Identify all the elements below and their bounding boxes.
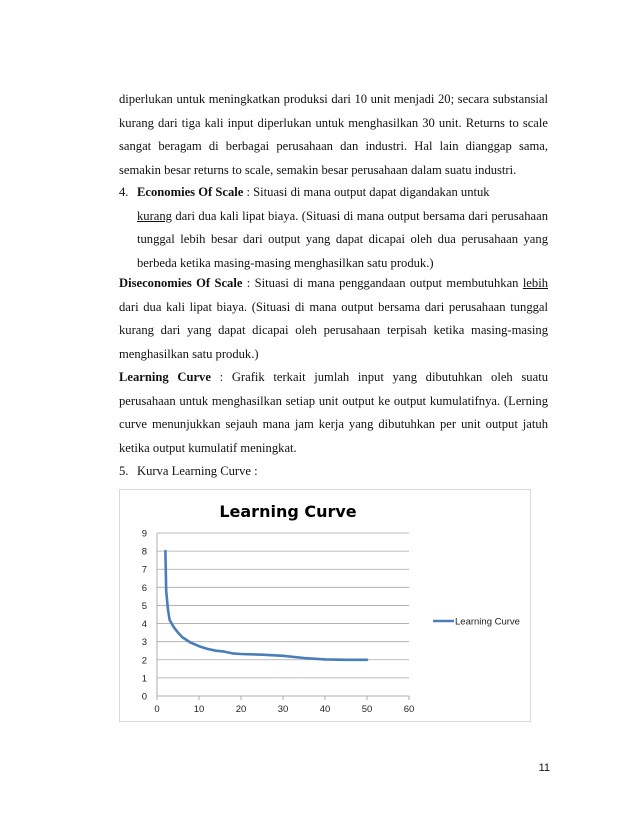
x-tick-label: 30: [277, 704, 289, 715]
learning-curve-desc: : Grafik terkait jumlah input yang dibutuhkan oleh suatu perusahaan untuk menghasilkan setiap unit output ke output kumulatifnya. (Lerning curve menunjukkan sejauh mana jam kerja yang dibutuhkan per unit output jatuh ketika output kumulatif meningkat.: [119, 370, 548, 455]
chart-title: Learning Curve: [219, 502, 357, 521]
list-item-kurva: [119, 460, 548, 484]
y-tick-label: 7: [141, 564, 147, 576]
kurva-label: Kurva Learning Curve :: [137, 464, 258, 478]
x-tick-label: 60: [403, 704, 415, 715]
y-tick-label: 9: [141, 528, 147, 540]
x-tick-label: 20: [235, 704, 247, 715]
economies-text-cont: [119, 205, 548, 276]
y-tick-label: 8: [141, 546, 147, 558]
y-tick-label: 2: [141, 655, 147, 667]
economies-text: [119, 181, 548, 205]
list-number: 5.: [119, 464, 129, 478]
term-economies-of-scale: Economies Of Scale: [137, 185, 244, 199]
learning-curve-chart: [119, 489, 531, 722]
y-tick-label: 5: [141, 600, 147, 612]
underlined-lebih: lebih: [522, 276, 548, 290]
x-tick-label: 50: [361, 704, 373, 715]
y-tick-label: 6: [141, 582, 147, 594]
y-tick-label: 0: [141, 691, 147, 703]
diseconomies-text: [119, 272, 548, 366]
term-diseconomies-of-scale: Diseconomies Of Scale: [119, 276, 243, 290]
paragraph-returns-to-scale: [119, 88, 548, 182]
paragraph-diseconomies: [119, 272, 548, 366]
x-tick-label: 10: [193, 704, 205, 715]
diseconomies-text-b: dari dua kali lipat biaya. (Situasi di mana output bersama dari perusahaan tunggal kurang dari yang dapat dicapai oleh perusahaan terpisah ketika masing-masing menghasilkan satu produk.): [119, 299, 548, 361]
economies-text-b: dari dua kali lipat biaya. (Situasi di mana output bersama dari perusahaan tunggal lebih besar dari output yang dapat dicapai oleh dua perusahaan yang berbeda ketika masing-masing menghasilkan satu produk.): [137, 208, 548, 270]
page-number: 11: [538, 762, 550, 774]
learning-curve-text: [119, 366, 548, 460]
legend-label: Learning Curve: [455, 616, 520, 628]
list-item-economies-of-scale: [119, 181, 548, 275]
y-tick-label: 4: [141, 619, 147, 631]
y-tick-label: 3: [141, 637, 147, 649]
x-tick-label: 0: [154, 704, 160, 715]
list-number: 4.: [119, 185, 129, 199]
y-tick-label: 1: [141, 673, 147, 685]
economies-text-a: : Situasi di mana output dapat digandakan untuk: [243, 185, 490, 199]
paragraph-text: diperlukan untuk meningkatkan produksi dari 10 unit menjadi 20; secara substansial kurang dari tiga kali input diperlukan untuk menghasilkan 30 unit. Returns to scale sangat beragam di berbagai perusahaan dan industri. Hal lain dianggap sama, semakin besar returns to scale, semakin besar perusahaan dalam suatu industri.: [119, 92, 548, 177]
x-tick-label: 40: [319, 704, 331, 715]
underlined-kurang: kurang: [137, 208, 172, 223]
term-learning-curve: Learning Curve: [119, 370, 211, 384]
chart-svg: [120, 490, 530, 721]
diseconomies-text-a: : Situasi di mana penggandaan output membutuhkan: [242, 276, 523, 290]
paragraph-learning-curve: [119, 366, 548, 460]
